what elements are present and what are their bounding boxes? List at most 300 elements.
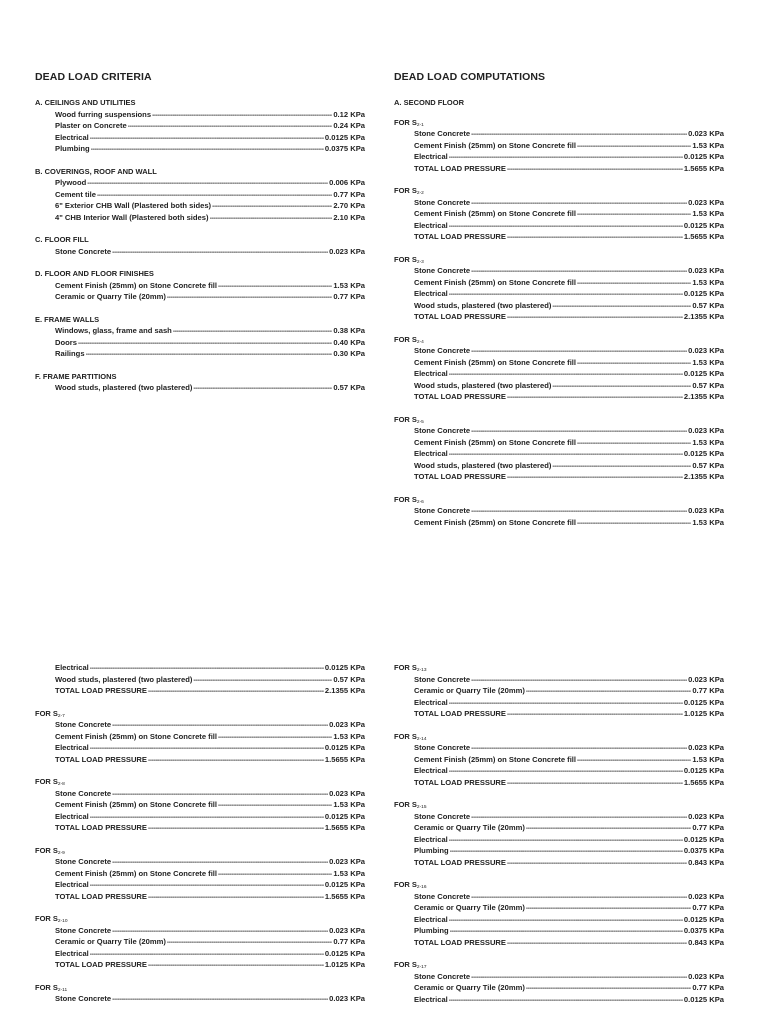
dotted-leader (471, 891, 687, 903)
load-item-name: TOTAL LOAD PRESSURE (55, 960, 147, 969)
slab-heading (394, 414, 724, 426)
load-item-name: Plumbing (55, 144, 90, 153)
dotted-leader (471, 345, 687, 357)
slab-label: FOR S (35, 914, 58, 923)
dotted-leader (507, 231, 683, 243)
load-item-value: 0.77 KPa (333, 937, 365, 946)
slab-subscript: 2-1 (416, 122, 424, 128)
load-item-name: Electrical (55, 663, 89, 672)
slab-subscript: 2-8 (57, 782, 65, 787)
load-item-name: Electrical (414, 152, 448, 161)
load-item-row (394, 357, 724, 369)
load-item-name: Cement Finish (25mm) on Stone Concrete fill (55, 868, 218, 878)
load-item-name: Cement Finish (25mm) on Stone Concrete fill (414, 209, 577, 218)
slab-label: FOR S (394, 334, 417, 344)
load-item-name: Plumbing (414, 846, 449, 855)
load-item-row (35, 685, 365, 697)
dotted-leader (449, 765, 683, 777)
dotted-leader (449, 448, 683, 460)
slab-label: FOR S (394, 800, 417, 809)
load-item-row (35, 109, 365, 121)
load-item-name: TOTAL LOAD PRESSURE (414, 937, 506, 947)
load-item-value: 0.77 KPa (333, 189, 365, 199)
load-item-row (394, 128, 724, 140)
slab-subscript: 2-15 (416, 805, 427, 810)
load-item-value: 0.843 KPa (688, 937, 724, 947)
load-item-value: 0.30 KPa (333, 349, 365, 358)
load-item-row (394, 505, 724, 517)
load-item-name: TOTAL LOAD PRESSURE (414, 709, 506, 718)
load-item-value: 0.0125 KPa (324, 743, 365, 752)
load-item-row (35, 348, 365, 360)
slab-label: FOR S (394, 414, 417, 424)
dotted-leader (471, 674, 687, 686)
load-item-name: Cement Finish (25mm) on Stone Concrete fill (414, 754, 577, 764)
load-item-row (35, 662, 365, 674)
load-item-value: 0.023 KPa (688, 674, 724, 684)
slab-subscript: 2-17 (416, 965, 427, 970)
dotted-leader (471, 425, 687, 437)
load-item-value: 0.023 KPa (688, 129, 724, 138)
slab-heading (35, 776, 365, 788)
criteria-section-heading: F. FRAME PARTITIONS (35, 371, 117, 381)
criteria-section (35, 314, 365, 360)
slab-label: FOR S (394, 731, 417, 741)
slab-subscript: 2-7 (57, 713, 65, 719)
load-item-name: Cement Finish (25mm) on Stone Concrete fill (414, 517, 577, 527)
load-item-name: Electrical (55, 743, 89, 752)
load-item-name: Ceramic or Quarry Tile (20mm) (414, 686, 525, 695)
slab-label: FOR S (394, 960, 417, 969)
load-item-name: Cement Finish (25mm) on Stone Concrete fill (55, 731, 218, 741)
load-item-name: Electrical (414, 289, 448, 298)
load-item-name: 6" Exterior CHB Wall (Plastered both sides) (55, 201, 212, 210)
dotted-leader (148, 891, 324, 903)
dotted-leader (449, 220, 683, 232)
dotted-leader (552, 380, 691, 392)
load-item-row (35, 799, 365, 811)
slab-heading (394, 117, 724, 129)
dotted-leader (218, 799, 332, 811)
load-item-name: Stone Concrete (414, 266, 471, 275)
dotted-leader (507, 857, 687, 869)
load-item-row (394, 697, 724, 709)
slab-heading (394, 799, 724, 811)
dotted-leader (471, 811, 687, 823)
load-item-name: Stone Concrete (414, 129, 471, 138)
load-item-value: 0.023 KPa (329, 788, 365, 798)
dead-load-computations-column (394, 71, 724, 539)
load-item-row (394, 845, 724, 857)
load-item-value: 1.53 KPa (692, 209, 724, 218)
dotted-leader (507, 937, 687, 949)
load-item-value: 0.0125 KPa (683, 914, 724, 924)
dotted-leader (86, 348, 333, 360)
load-item-row (35, 200, 365, 212)
dotted-leader (90, 132, 324, 144)
load-item-row (394, 857, 724, 869)
dotted-leader (90, 811, 324, 823)
load-item-value: 0.0125 KPa (324, 811, 365, 821)
slab-label: FOR S (35, 777, 58, 786)
load-item-name: Electrical (414, 449, 448, 458)
load-item-value: 0.023 KPa (688, 346, 724, 355)
load-item-value: 0.0375 KPa (683, 846, 724, 855)
load-item-value: 1.53 KPa (692, 357, 724, 367)
load-item-value: 0.023 KPa (329, 994, 365, 1003)
load-item-value: 1.0125 KPa (324, 960, 365, 969)
dotted-leader (90, 662, 324, 674)
load-item-row (394, 368, 724, 380)
dead-load-criteria-column (35, 71, 365, 405)
load-item-name: Electrical (55, 811, 89, 821)
slab-group (35, 982, 365, 1005)
load-item-value: 1.5655 KPa (683, 232, 724, 241)
slab-label: FOR S (35, 982, 58, 992)
load-item-row (394, 311, 724, 323)
load-item-value: 1.53 KPa (333, 868, 365, 878)
criteria-section-heading: B. COVERINGS, ROOF AND WALL (35, 166, 157, 176)
page2-right-groups (394, 662, 724, 1005)
load-item-value: 0.57 KPa (333, 383, 365, 392)
load-item-value: 0.0375 KPa (324, 144, 365, 153)
load-item-value: 1.5655 KPa (324, 891, 365, 901)
dotted-leader (90, 948, 324, 960)
load-item-row (394, 754, 724, 766)
load-item-value: 0.40 KPa (333, 337, 365, 347)
load-item-name: Ceramic or Quarry Tile (20mm) (414, 823, 525, 832)
load-item-name: Electrical (414, 697, 448, 707)
load-item-value: 1.53 KPa (692, 140, 724, 150)
slab-label: FOR S (394, 663, 417, 672)
dotted-leader (449, 914, 683, 926)
slab-subscript: 2-16 (416, 885, 427, 890)
dotted-leader (212, 200, 332, 212)
dotted-leader (526, 982, 691, 994)
load-item-row (394, 391, 724, 403)
load-item-value: 1.5655 KPa (683, 777, 724, 787)
load-item-row (35, 674, 365, 686)
load-item-name: Plywood (55, 178, 87, 187)
load-item-name: Stone Concrete (414, 811, 471, 821)
load-item-row (394, 822, 724, 834)
dotted-leader (507, 708, 683, 720)
dotted-leader (112, 925, 328, 937)
dotted-leader (449, 834, 683, 846)
load-item-row (35, 925, 365, 937)
load-item-value: 1.53 KPa (692, 277, 724, 287)
slab-label: FOR S (394, 254, 417, 264)
slab-subscript: 2-13 (416, 668, 427, 673)
load-item-name: Cement Finish (25mm) on Stone Concrete fill (414, 140, 577, 150)
load-item-name: Stone Concrete (55, 788, 112, 798)
criteria-section-heading: D. FLOOR AND FLOOR FINISHES (35, 269, 154, 278)
load-item-name: Plumbing (414, 926, 449, 935)
slab-label: FOR S (394, 117, 417, 127)
load-item-row (35, 719, 365, 731)
slab-group (35, 845, 365, 903)
load-item-name: Wood furring suspensions (55, 109, 152, 119)
criteria-section-heading: E. FRAME WALLS (35, 314, 100, 324)
load-item-name: TOTAL LOAD PRESSURE (414, 232, 506, 241)
load-item-value: 2.1355 KPa (324, 686, 365, 695)
dotted-leader (449, 994, 683, 1006)
slab-subscript: 2-5 (416, 419, 424, 425)
criteria-title: DEAD LOAD CRITERIA (35, 71, 152, 83)
load-item-name: Wood studs, plastered (two plastered) (55, 383, 193, 392)
load-item-name: Windows, glass, frame and sash (55, 326, 172, 335)
dotted-leader (148, 754, 324, 766)
load-item-value: 0.0125 KPa (683, 834, 724, 844)
load-item-row (35, 993, 365, 1005)
load-item-row (35, 189, 365, 201)
slab-label: FOR S (394, 186, 417, 195)
dotted-leader (78, 337, 332, 349)
slab-group (394, 494, 724, 529)
slab-label: FOR S (394, 880, 417, 889)
dotted-leader (193, 382, 332, 394)
load-item-row (35, 291, 365, 303)
load-item-row (394, 982, 724, 994)
load-item-value: 1.5655 KPa (324, 754, 365, 764)
load-item-value: 2.1355 KPa (683, 312, 724, 321)
load-item-row (394, 742, 724, 754)
slab-group (394, 662, 724, 720)
load-item-name: Cement tile (55, 189, 96, 199)
load-item-row (35, 788, 365, 800)
load-item-value: 0.006 KPa (329, 178, 365, 187)
dotted-leader (577, 754, 691, 766)
load-item-name: TOTAL LOAD PRESSURE (414, 777, 506, 787)
load-item-name: TOTAL LOAD PRESSURE (414, 392, 506, 401)
load-item-name: TOTAL LOAD PRESSURE (55, 891, 147, 901)
slab-heading (394, 334, 724, 346)
load-item-row (35, 822, 365, 834)
load-item-name: Doors (55, 337, 77, 347)
load-item-name: Ceramic or Quarry Tile (20mm) (414, 903, 525, 912)
load-item-value: 0.0125 KPa (683, 152, 724, 161)
load-item-value: 0.023 KPa (688, 811, 724, 821)
load-item-value: 0.12 KPa (333, 109, 365, 119)
computations-title: DEAD LOAD COMPUTATIONS (394, 71, 546, 83)
load-item-row (35, 325, 365, 337)
load-item-name: Stone Concrete (414, 891, 471, 901)
load-item-row (35, 856, 365, 868)
load-item-value: 0.023 KPa (329, 925, 365, 935)
load-item-value: 1.0125 KPa (683, 709, 724, 718)
load-item-value: 2.1355 KPa (683, 472, 724, 481)
load-item-row (394, 300, 724, 312)
page2-left-groups (35, 708, 365, 1005)
dotted-leader (471, 742, 687, 754)
load-item-value: 2.10 KPa (333, 212, 365, 222)
dotted-leader (112, 719, 328, 731)
dotted-leader (167, 936, 332, 948)
dotted-leader (577, 357, 691, 369)
dotted-leader (90, 742, 324, 754)
load-item-value: 1.53 KPa (333, 800, 365, 809)
load-item-name: Stone Concrete (414, 506, 471, 515)
load-item-value: 0.77 KPa (692, 903, 724, 912)
dotted-leader (128, 120, 333, 132)
load-item-value: 0.38 KPa (333, 326, 365, 335)
floor-heading: A. SECOND FLOOR (394, 98, 465, 107)
load-item-value: 1.53 KPa (692, 517, 724, 527)
slab-group (394, 731, 724, 789)
load-item-value: 0.0125 KPa (324, 880, 365, 889)
slab-group (394, 879, 724, 948)
load-item-row (394, 925, 724, 937)
load-item-name: Stone Concrete (414, 674, 471, 684)
dotted-leader (507, 163, 683, 175)
load-item-row (394, 151, 724, 163)
dotted-leader (552, 300, 691, 312)
load-item-row (35, 132, 365, 144)
load-item-value: 1.5655 KPa (324, 823, 365, 832)
load-item-name: Electrical (414, 914, 448, 924)
slab-subscript: 2-3 (416, 259, 424, 265)
dotted-leader (526, 822, 691, 834)
dotted-leader (112, 246, 328, 258)
load-item-row (394, 471, 724, 483)
load-item-value: 0.843 KPa (688, 857, 724, 867)
dotted-leader (471, 265, 687, 277)
load-item-name: 4" CHB Interior Wall (Plastered both sides) (55, 212, 209, 222)
load-item-value: 0.023 KPa (688, 266, 724, 275)
load-item-value: 0.77 KPa (692, 823, 724, 832)
dotted-leader (148, 959, 324, 971)
criteria-section (35, 166, 365, 224)
load-item-value: 0.0125 KPa (683, 369, 724, 378)
load-item-value: 1.5655 KPa (683, 163, 724, 173)
criteria-section-heading: A. CEILINGS AND UTILITIES (35, 98, 136, 107)
load-item-value: 0.57 KPa (692, 380, 724, 390)
load-item-row (35, 120, 365, 132)
dotted-leader (471, 128, 687, 140)
criteria-section (35, 371, 365, 394)
slab-subscript: 2-4 (416, 339, 424, 345)
load-item-name: Cement Finish (25mm) on Stone Concrete fill (414, 357, 577, 367)
dotted-leader (577, 517, 691, 529)
page2-left-column (35, 662, 365, 1016)
load-item-row (394, 517, 724, 529)
dotted-leader (90, 879, 324, 891)
slab-heading (394, 879, 724, 891)
dotted-leader (577, 277, 691, 289)
slab-label: FOR S (35, 708, 58, 718)
load-item-value: 0.023 KPa (329, 857, 365, 866)
slab-group (35, 708, 365, 766)
dotted-leader (449, 288, 683, 300)
load-item-row (35, 879, 365, 891)
load-item-value: 0.24 KPa (333, 121, 365, 130)
slab-heading (394, 662, 724, 674)
dotted-leader (507, 391, 683, 403)
load-item-name: TOTAL LOAD PRESSURE (414, 163, 506, 173)
load-item-name: Wood studs, plastered (two plastered) (414, 380, 552, 390)
load-item-name: Electrical (414, 369, 448, 378)
load-item-row (394, 231, 724, 243)
load-item-value: 0.023 KPa (688, 197, 724, 207)
load-item-row (394, 163, 724, 175)
criteria-sections (35, 97, 365, 394)
load-item-row (394, 448, 724, 460)
load-item-row (394, 265, 724, 277)
load-item-value: 0.023 KPa (688, 506, 724, 515)
slab-group (394, 799, 724, 868)
load-item-row (35, 143, 365, 155)
slab-subscript: 2-10 (57, 919, 68, 924)
load-item-name: Ceramic or Quarry Tile (20mm) (55, 937, 166, 946)
criteria-section (35, 234, 365, 257)
load-item-name: Stone Concrete (55, 720, 112, 729)
load-item-row (35, 868, 365, 880)
dotted-leader (450, 845, 683, 857)
load-item-row (394, 277, 724, 289)
load-item-value: 1.53 KPa (333, 731, 365, 741)
dotted-leader (507, 311, 683, 323)
load-item-row (394, 834, 724, 846)
load-item-row (394, 437, 724, 449)
load-item-row (394, 345, 724, 357)
slab-heading (394, 185, 724, 197)
load-item-row (394, 811, 724, 823)
load-item-row (394, 288, 724, 300)
load-item-name: Cement Finish (25mm) on Stone Concrete fill (55, 280, 218, 290)
load-item-name: Ceramic or Quarry Tile (20mm) (414, 983, 525, 992)
load-item-value: 0.0125 KPa (683, 289, 724, 298)
load-item-name: Electrical (414, 994, 448, 1004)
slab-group (394, 959, 724, 1005)
load-item-name: Electrical (55, 948, 89, 958)
dotted-leader (577, 140, 691, 152)
load-item-value: 0.0125 KPa (324, 132, 365, 142)
criteria-section (35, 97, 365, 155)
dotted-leader (577, 208, 691, 220)
load-item-row (394, 425, 724, 437)
dotted-leader (449, 368, 683, 380)
load-item-value: 0.77 KPa (692, 983, 724, 992)
load-item-row (394, 380, 724, 392)
load-item-row (394, 937, 724, 949)
dotted-leader (167, 291, 332, 303)
load-item-row (35, 936, 365, 948)
dotted-leader (148, 822, 324, 834)
load-item-row (35, 382, 365, 394)
load-item-name: TOTAL LOAD PRESSURE (414, 312, 506, 321)
load-item-row (35, 212, 365, 224)
load-item-name: Stone Concrete (414, 743, 471, 752)
load-item-value: 0.0125 KPa (683, 766, 724, 775)
page2-right-column (394, 662, 724, 1016)
dotted-leader (152, 109, 332, 121)
dotted-leader (97, 189, 332, 201)
load-item-row (394, 708, 724, 720)
slab-group (394, 185, 724, 243)
load-item-name: Stone Concrete (55, 925, 112, 935)
load-item-row (35, 731, 365, 743)
load-item-name: Electrical (414, 220, 448, 230)
load-item-row (35, 959, 365, 971)
computation-groups (394, 117, 724, 529)
slab-group (394, 117, 724, 175)
dotted-leader (526, 902, 691, 914)
slab-group (394, 414, 724, 483)
load-item-name: Stone Concrete (414, 346, 471, 355)
load-item-name: TOTAL LOAD PRESSURE (55, 686, 147, 695)
load-item-value: 0.023 KPa (329, 246, 365, 256)
load-item-value: 0.57 KPa (692, 300, 724, 310)
